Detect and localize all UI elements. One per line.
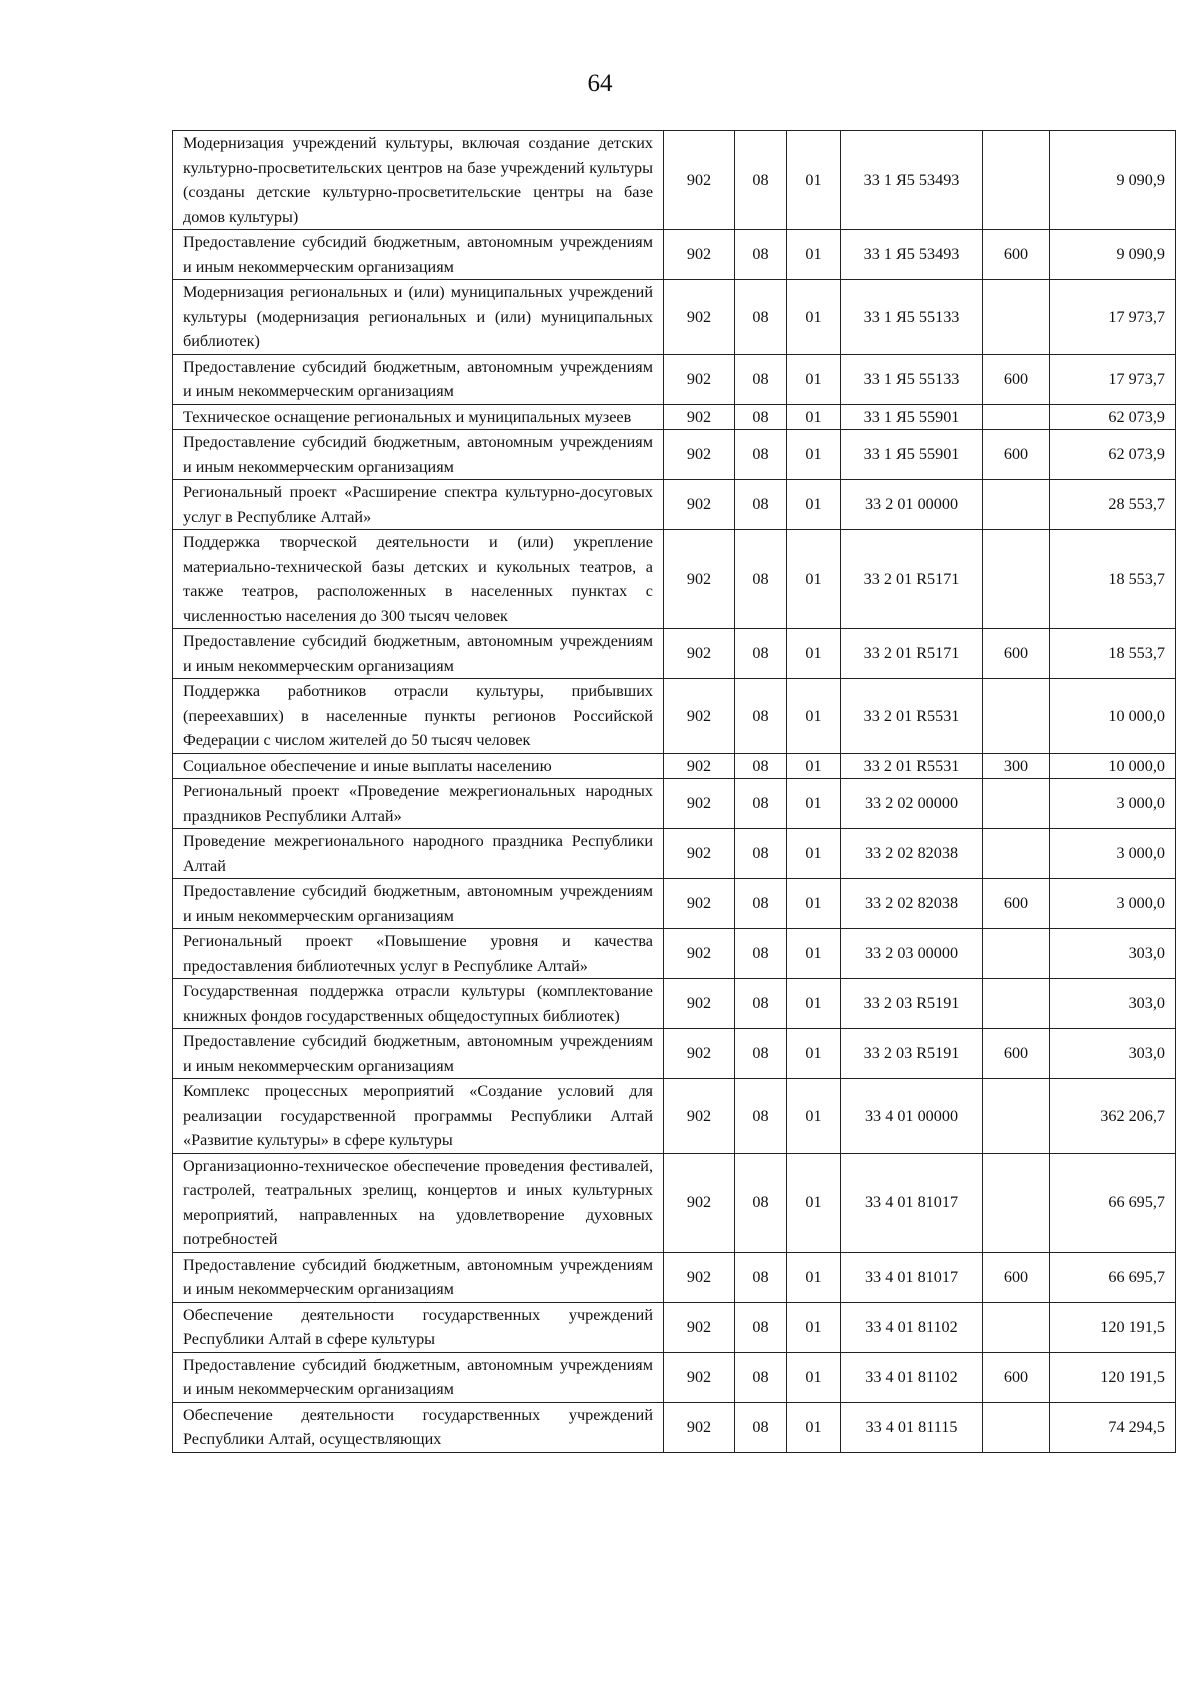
row-amount-cell: 9 090,9 bbox=[1050, 131, 1176, 230]
row-target-article-cell: 33 1 Я5 53493 bbox=[841, 230, 983, 280]
row-target-article-cell: 33 2 01 R5531 bbox=[841, 753, 983, 779]
row-target-article-cell: 33 4 01 81115 bbox=[841, 1402, 983, 1452]
table-row bbox=[173, 753, 1176, 779]
row-target-article-cell: 33 2 03 R5191 bbox=[841, 1029, 983, 1079]
row-expense-type-cell bbox=[983, 1079, 1050, 1154]
row-expense-type-cell bbox=[983, 979, 1050, 1029]
budget-table bbox=[172, 130, 1176, 1453]
row-grbs-cell: 902 bbox=[664, 1029, 735, 1079]
row-target-article-cell: 33 4 01 81102 bbox=[841, 1352, 983, 1402]
row-section-cell: 08 bbox=[735, 629, 787, 679]
table-row bbox=[173, 1252, 1176, 1302]
table-row bbox=[173, 1153, 1176, 1252]
row-name-cell: Предоставление субсидий бюджетным, автономным учреждениям и иным некоммерческим организациям bbox=[173, 430, 664, 480]
row-amount-cell: 18 553,7 bbox=[1050, 629, 1176, 679]
row-subsection-cell: 01 bbox=[787, 829, 841, 879]
table-row bbox=[173, 779, 1176, 829]
row-grbs-cell: 902 bbox=[664, 629, 735, 679]
row-amount-cell: 66 695,7 bbox=[1050, 1153, 1176, 1252]
row-expense-type-cell: 600 bbox=[983, 1352, 1050, 1402]
row-expense-type-cell: 600 bbox=[983, 430, 1050, 480]
row-amount-cell: 66 695,7 bbox=[1050, 1252, 1176, 1302]
row-amount-cell: 362 206,7 bbox=[1050, 1079, 1176, 1154]
row-expense-type-cell bbox=[983, 480, 1050, 530]
row-section-cell: 08 bbox=[735, 1352, 787, 1402]
row-amount-cell: 120 191,5 bbox=[1050, 1302, 1176, 1352]
row-subsection-cell: 01 bbox=[787, 1352, 841, 1402]
row-name-cell: Предоставление субсидий бюджетным, автономным учреждениям и иным некоммерческим организациям bbox=[173, 629, 664, 679]
row-amount-cell: 18 553,7 bbox=[1050, 530, 1176, 629]
row-name-cell: Обеспечение деятельности государственных учреждений Республики Алтай, осуществляющих bbox=[173, 1402, 664, 1452]
row-expense-type-cell bbox=[983, 679, 1050, 754]
row-subsection-cell: 01 bbox=[787, 1079, 841, 1154]
row-target-article-cell: 33 4 01 81102 bbox=[841, 1302, 983, 1352]
row-target-article-cell: 33 4 01 81017 bbox=[841, 1252, 983, 1302]
table-row bbox=[173, 430, 1176, 480]
row-name-cell: Техническое оснащение региональных и муниципальных музеев bbox=[173, 404, 664, 430]
row-subsection-cell: 01 bbox=[787, 1402, 841, 1452]
row-expense-type-cell bbox=[983, 929, 1050, 979]
row-section-cell: 08 bbox=[735, 430, 787, 480]
row-amount-cell: 120 191,5 bbox=[1050, 1352, 1176, 1402]
row-grbs-cell: 902 bbox=[664, 354, 735, 404]
row-section-cell: 08 bbox=[735, 354, 787, 404]
row-target-article-cell: 33 2 01 R5171 bbox=[841, 530, 983, 629]
row-section-cell: 08 bbox=[735, 979, 787, 1029]
row-name-cell: Предоставление субсидий бюджетным, автономным учреждениям и иным некоммерческим организациям bbox=[173, 354, 664, 404]
row-target-article-cell: 33 2 01 00000 bbox=[841, 480, 983, 530]
row-grbs-cell: 902 bbox=[664, 530, 735, 629]
row-amount-cell: 9 090,9 bbox=[1050, 230, 1176, 280]
row-subsection-cell: 01 bbox=[787, 230, 841, 280]
row-expense-type-cell: 600 bbox=[983, 1252, 1050, 1302]
row-amount-cell: 3 000,0 bbox=[1050, 779, 1176, 829]
row-expense-type-cell: 300 bbox=[983, 753, 1050, 779]
row-section-cell: 08 bbox=[735, 1153, 787, 1252]
row-section-cell: 08 bbox=[735, 1402, 787, 1452]
row-subsection-cell: 01 bbox=[787, 629, 841, 679]
row-name-cell: Комплекс процессных мероприятий «Создание условий для реализации государственной программы Республики Алтай «Развитие культуры» в сфере культуры bbox=[173, 1079, 664, 1154]
table-row bbox=[173, 629, 1176, 679]
table-row bbox=[173, 1029, 1176, 1079]
row-name-cell: Модернизация региональных и (или) муниципальных учреждений культуры (модернизация региональных и (или) муниципальных библиотек) bbox=[173, 280, 664, 355]
table-row bbox=[173, 929, 1176, 979]
row-subsection-cell: 01 bbox=[787, 1029, 841, 1079]
row-name-cell: Модернизация учреждений культуры, включая создание детских культурно-просветительских центров на базе учреждений культуры (созданы детские культурно-просветительские центры на базе домов культуры) bbox=[173, 131, 664, 230]
row-target-article-cell: 33 4 01 00000 bbox=[841, 1079, 983, 1154]
row-amount-cell: 74 294,5 bbox=[1050, 1402, 1176, 1452]
row-subsection-cell: 01 bbox=[787, 480, 841, 530]
table-row bbox=[173, 131, 1176, 230]
row-amount-cell: 303,0 bbox=[1050, 979, 1176, 1029]
row-expense-type-cell bbox=[983, 829, 1050, 879]
row-amount-cell: 3 000,0 bbox=[1050, 829, 1176, 879]
table-body bbox=[173, 131, 1176, 1453]
row-name-cell: Проведение межрегионального народного праздника Республики Алтай bbox=[173, 829, 664, 879]
row-target-article-cell: 33 1 Я5 53493 bbox=[841, 131, 983, 230]
row-name-cell: Социальное обеспечение и иные выплаты населению bbox=[173, 753, 664, 779]
row-target-article-cell: 33 2 02 82038 bbox=[841, 879, 983, 929]
table-row bbox=[173, 530, 1176, 629]
row-subsection-cell: 01 bbox=[787, 879, 841, 929]
row-subsection-cell: 01 bbox=[787, 679, 841, 754]
row-target-article-cell: 33 1 Я5 55901 bbox=[841, 430, 983, 480]
row-section-cell: 08 bbox=[735, 829, 787, 879]
row-section-cell: 08 bbox=[735, 679, 787, 754]
row-amount-cell: 17 973,7 bbox=[1050, 354, 1176, 404]
row-subsection-cell: 01 bbox=[787, 929, 841, 979]
row-name-cell: Предоставление субсидий бюджетным, автономным учреждениям и иным некоммерческим организациям bbox=[173, 1252, 664, 1302]
row-grbs-cell: 902 bbox=[664, 1402, 735, 1452]
row-expense-type-cell bbox=[983, 1153, 1050, 1252]
table-row bbox=[173, 979, 1176, 1029]
table-row bbox=[173, 354, 1176, 404]
row-amount-cell: 10 000,0 bbox=[1050, 679, 1176, 754]
table-row bbox=[173, 1402, 1176, 1452]
row-grbs-cell: 902 bbox=[664, 480, 735, 530]
row-subsection-cell: 01 bbox=[787, 979, 841, 1029]
row-grbs-cell: 902 bbox=[664, 430, 735, 480]
row-target-article-cell: 33 2 03 00000 bbox=[841, 929, 983, 979]
row-subsection-cell: 01 bbox=[787, 753, 841, 779]
row-grbs-cell: 902 bbox=[664, 979, 735, 1029]
row-name-cell: Предоставление субсидий бюджетным, автономным учреждениям и иным некоммерческим организациям bbox=[173, 1029, 664, 1079]
table-row bbox=[173, 280, 1176, 355]
row-grbs-cell: 902 bbox=[664, 753, 735, 779]
row-expense-type-cell: 600 bbox=[983, 354, 1050, 404]
table-row bbox=[173, 1079, 1176, 1154]
row-expense-type-cell: 600 bbox=[983, 629, 1050, 679]
row-section-cell: 08 bbox=[735, 879, 787, 929]
row-expense-type-cell: 600 bbox=[983, 1029, 1050, 1079]
row-section-cell: 08 bbox=[735, 480, 787, 530]
row-subsection-cell: 01 bbox=[787, 779, 841, 829]
row-name-cell: Предоставление субсидий бюджетным, автономным учреждениям и иным некоммерческим организациям bbox=[173, 879, 664, 929]
row-expense-type-cell: 600 bbox=[983, 230, 1050, 280]
row-expense-type-cell bbox=[983, 530, 1050, 629]
row-target-article-cell: 33 4 01 81017 bbox=[841, 1153, 983, 1252]
row-amount-cell: 10 000,0 bbox=[1050, 753, 1176, 779]
row-expense-type-cell: 600 bbox=[983, 879, 1050, 929]
row-amount-cell: 62 073,9 bbox=[1050, 430, 1176, 480]
row-section-cell: 08 bbox=[735, 1252, 787, 1302]
row-grbs-cell: 902 bbox=[664, 829, 735, 879]
row-name-cell: Предоставление субсидий бюджетным, автономным учреждениям и иным некоммерческим организациям bbox=[173, 230, 664, 280]
table-row bbox=[173, 404, 1176, 430]
row-grbs-cell: 902 bbox=[664, 1153, 735, 1252]
row-section-cell: 08 bbox=[735, 1079, 787, 1154]
row-section-cell: 08 bbox=[735, 753, 787, 779]
row-name-cell: Организационно-техническое обеспечение проведения фестивалей, гастролей, театральных зрелищ, концертов и иных культурных мероприятий, направленных на удовлетворение духовных потребностей bbox=[173, 1153, 664, 1252]
row-subsection-cell: 01 bbox=[787, 1153, 841, 1252]
row-name-cell: Региональный проект «Проведение межрегиональных народных праздников Республики Алтай» bbox=[173, 779, 664, 829]
row-section-cell: 08 bbox=[735, 131, 787, 230]
row-section-cell: 08 bbox=[735, 779, 787, 829]
row-section-cell: 08 bbox=[735, 230, 787, 280]
row-section-cell: 08 bbox=[735, 530, 787, 629]
row-amount-cell: 3 000,0 bbox=[1050, 879, 1176, 929]
row-expense-type-cell bbox=[983, 1302, 1050, 1352]
row-grbs-cell: 902 bbox=[664, 779, 735, 829]
row-subsection-cell: 01 bbox=[787, 1302, 841, 1352]
row-amount-cell: 17 973,7 bbox=[1050, 280, 1176, 355]
row-grbs-cell: 902 bbox=[664, 404, 735, 430]
row-target-article-cell: 33 2 01 R5171 bbox=[841, 629, 983, 679]
table-row bbox=[173, 230, 1176, 280]
row-subsection-cell: 01 bbox=[787, 404, 841, 430]
row-section-cell: 08 bbox=[735, 929, 787, 979]
row-amount-cell: 28 553,7 bbox=[1050, 480, 1176, 530]
row-grbs-cell: 902 bbox=[664, 1302, 735, 1352]
table-row bbox=[173, 679, 1176, 754]
table-row bbox=[173, 1352, 1176, 1402]
row-subsection-cell: 01 bbox=[787, 354, 841, 404]
row-name-cell: Государственная поддержка отрасли культуры (комплектование книжных фондов государственных общедоступных библиотек) bbox=[173, 979, 664, 1029]
row-target-article-cell: 33 1 Я5 55133 bbox=[841, 354, 983, 404]
row-grbs-cell: 902 bbox=[664, 1352, 735, 1402]
table-row bbox=[173, 1302, 1176, 1352]
row-target-article-cell: 33 2 03 R5191 bbox=[841, 979, 983, 1029]
row-amount-cell: 303,0 bbox=[1050, 929, 1176, 979]
row-name-cell: Региональный проект «Повышение уровня и качества предоставления библиотечных услуг в Республике Алтай» bbox=[173, 929, 664, 979]
row-section-cell: 08 bbox=[735, 1029, 787, 1079]
row-section-cell: 08 bbox=[735, 280, 787, 355]
row-section-cell: 08 bbox=[735, 1302, 787, 1352]
row-grbs-cell: 902 bbox=[664, 879, 735, 929]
row-subsection-cell: 01 bbox=[787, 280, 841, 355]
row-name-cell: Региональный проект «Расширение спектра культурно-досуговых услуг в Республике Алтай» bbox=[173, 480, 664, 530]
row-grbs-cell: 902 bbox=[664, 131, 735, 230]
row-grbs-cell: 902 bbox=[664, 1252, 735, 1302]
row-grbs-cell: 902 bbox=[664, 929, 735, 979]
row-name-cell: Обеспечение деятельности государственных учреждений Республики Алтай в сфере культуры bbox=[173, 1302, 664, 1352]
row-target-article-cell: 33 2 02 00000 bbox=[841, 779, 983, 829]
row-expense-type-cell bbox=[983, 1402, 1050, 1452]
row-target-article-cell: 33 1 Я5 55133 bbox=[841, 280, 983, 355]
row-expense-type-cell bbox=[983, 131, 1050, 230]
row-target-article-cell: 33 1 Я5 55901 bbox=[841, 404, 983, 430]
row-grbs-cell: 902 bbox=[664, 1079, 735, 1154]
row-section-cell: 08 bbox=[735, 404, 787, 430]
row-grbs-cell: 902 bbox=[664, 679, 735, 754]
row-target-article-cell: 33 2 02 82038 bbox=[841, 829, 983, 879]
row-amount-cell: 62 073,9 bbox=[1050, 404, 1176, 430]
row-subsection-cell: 01 bbox=[787, 530, 841, 629]
row-grbs-cell: 902 bbox=[664, 230, 735, 280]
row-expense-type-cell bbox=[983, 404, 1050, 430]
table-row bbox=[173, 480, 1176, 530]
row-subsection-cell: 01 bbox=[787, 1252, 841, 1302]
page-number: 64 bbox=[587, 70, 613, 97]
row-target-article-cell: 33 2 01 R5531 bbox=[841, 679, 983, 754]
row-name-cell: Предоставление субсидий бюджетным, автономным учреждениям и иным некоммерческим организациям bbox=[173, 1352, 664, 1402]
row-amount-cell: 303,0 bbox=[1050, 1029, 1176, 1079]
row-expense-type-cell bbox=[983, 779, 1050, 829]
row-name-cell: Поддержка работников отрасли культуры, прибывших (переехавших) в населенные пункты регионов Российской Федерации с числом жителей до 50 тысяч человек bbox=[173, 679, 664, 754]
row-expense-type-cell bbox=[983, 280, 1050, 355]
row-name-cell: Поддержка творческой деятельности и (или) укрепление материально-технической базы детских и кукольных театров, а также театров, расположенных в населенных пунктах с численностью населения до 300 тысяч человек bbox=[173, 530, 664, 629]
row-subsection-cell: 01 bbox=[787, 131, 841, 230]
row-subsection-cell: 01 bbox=[787, 430, 841, 480]
table-row bbox=[173, 879, 1176, 929]
row-grbs-cell: 902 bbox=[664, 280, 735, 355]
table-row bbox=[173, 829, 1176, 879]
